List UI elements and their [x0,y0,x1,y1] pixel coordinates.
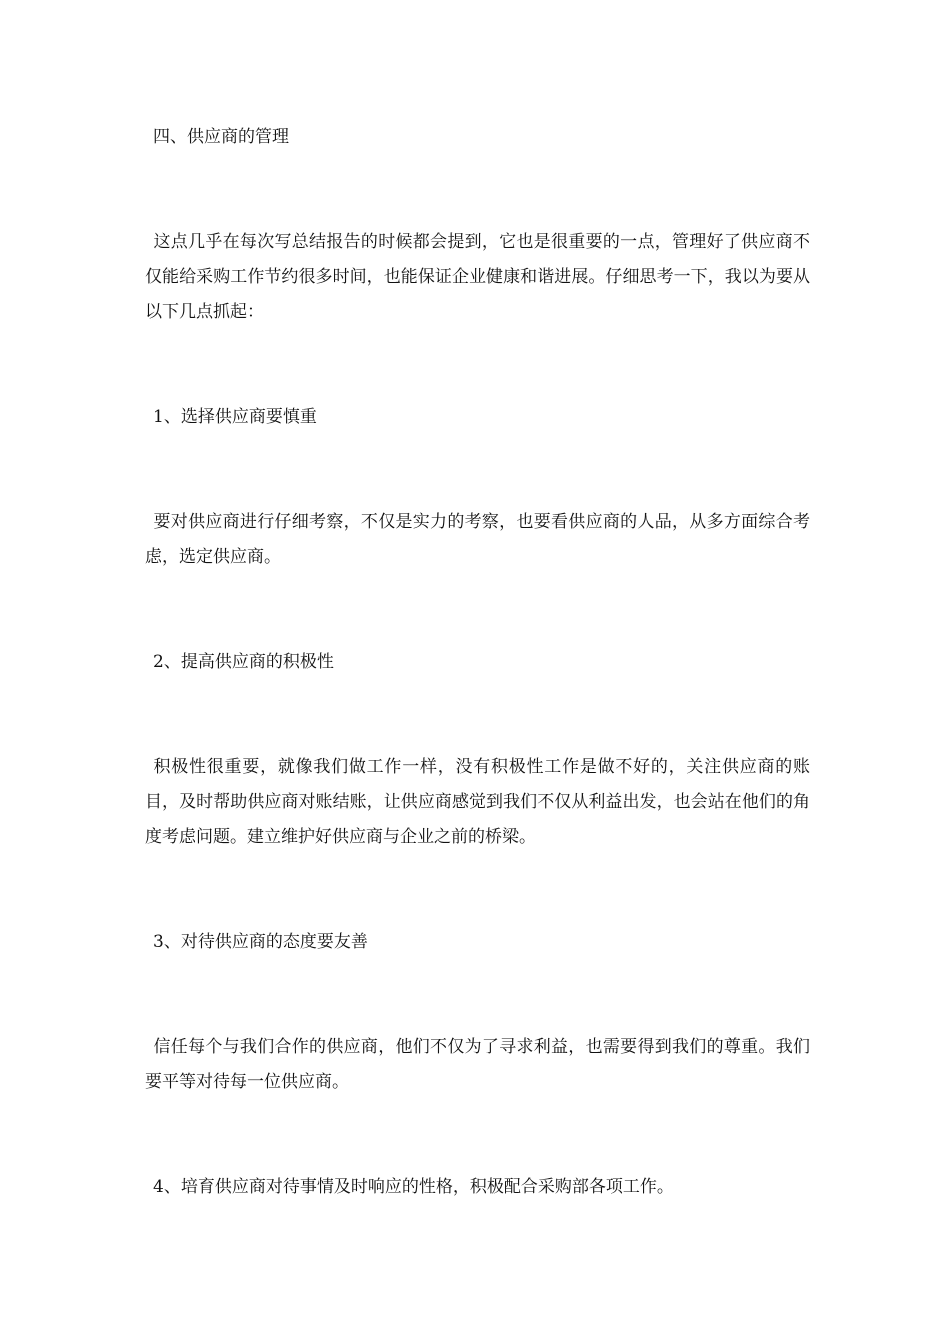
item-1-heading: 1、选择供应商要慎重 [153,407,317,427]
item-1-body: 要对供应商进行仔细考察，不仅是实力的考察，也要看供应商的人品，从多方面综合考虑，选定供应商。 [145,512,810,567]
item-3-body: 信任每个与我们合作的供应商，他们不仅为了寻求利益，也需要得到我们的尊重。我们要平等对待每一位供应商。 [145,1037,810,1092]
item-4-heading: 4、培育供应商对待事情及时响应的性格，积极配合采购部各项工作。 [153,1177,674,1197]
item-2-body: 积极性很重要，就像我们做工作一样，没有积极性工作是做不好的，关注供应商的账目，及时帮助供应商对账结账，让供应商感觉到我们不仅从利益出发，也会站在他们的角度考虑问题。建立维护好供应商与企业之前的桥梁。 [145,757,810,847]
item-3-heading: 3、对待供应商的态度要友善 [153,932,368,952]
intro-paragraph: 这点几乎在每次写总结报告的时候都会提到，它也是很重要的一点，管理好了供应商不仅能给采购工作节约很多时间，也能保证企业健康和谐进展。仔细思考一下，我以为要从以下几点抓起： [145,232,810,322]
section-title: 四、供应商的管理 [153,127,289,147]
item-2-heading: 2、提高供应商的积极性 [153,652,334,672]
